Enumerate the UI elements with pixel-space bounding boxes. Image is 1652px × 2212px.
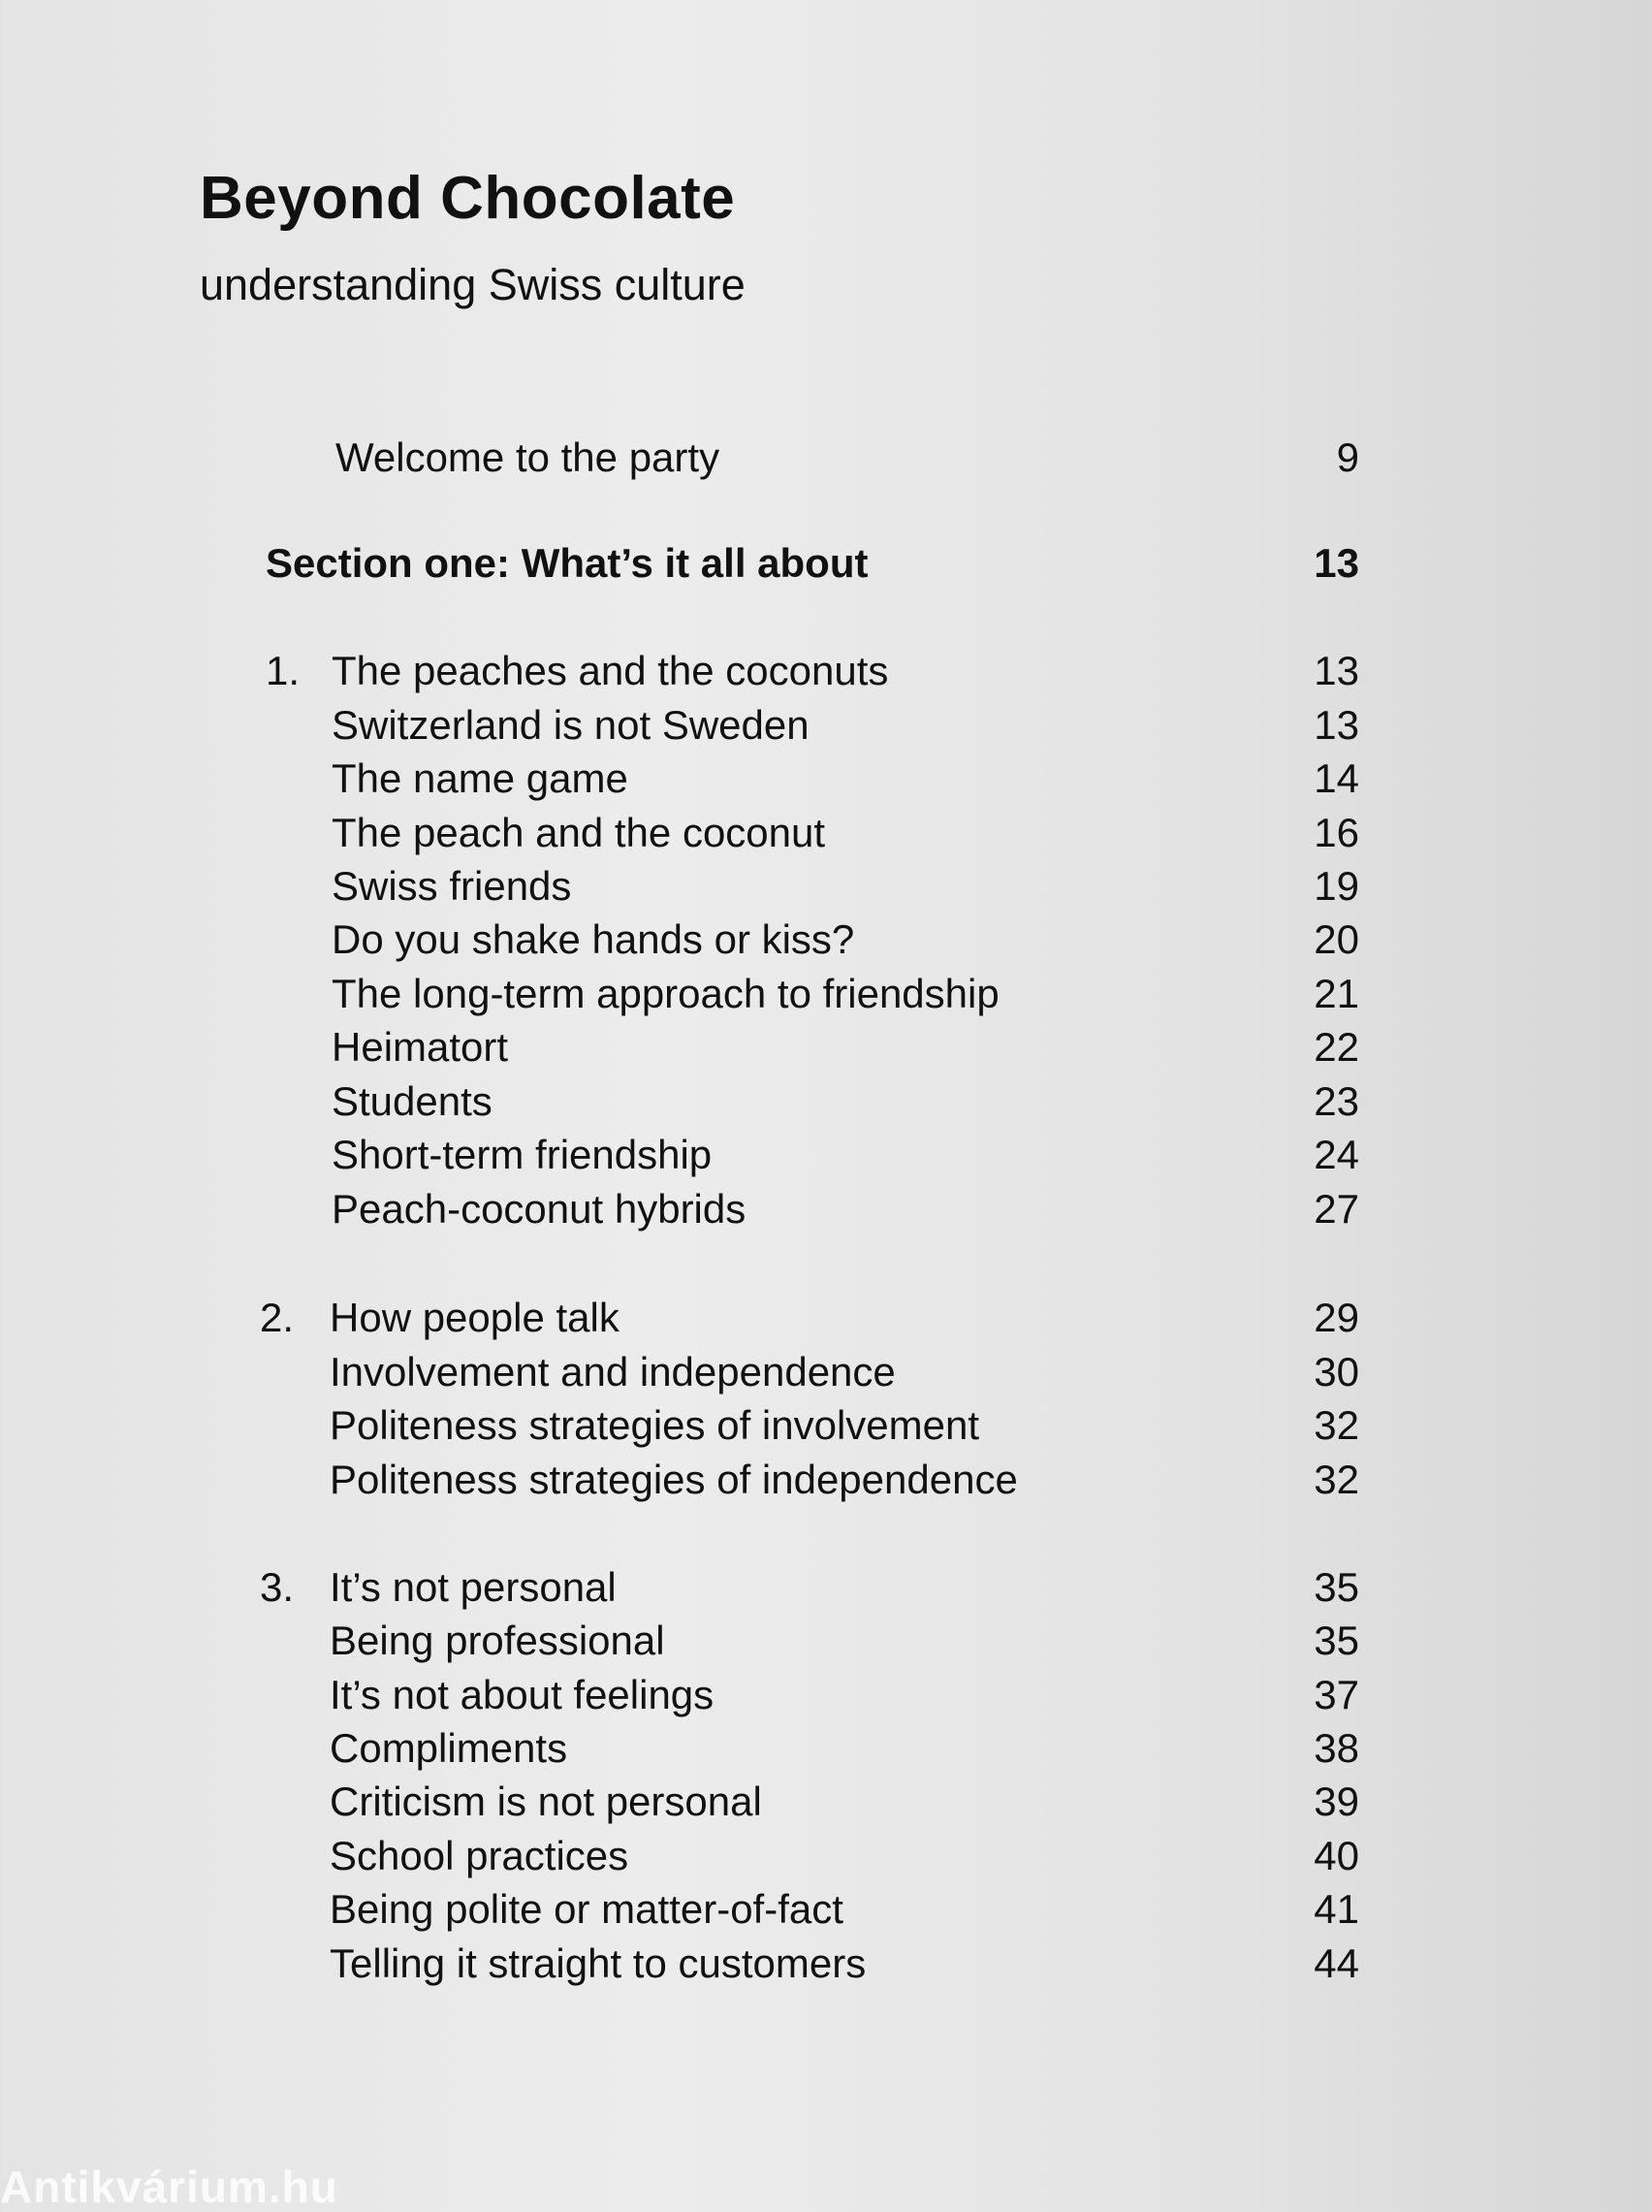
toc-entry: [330, 1345, 1359, 1399]
section-page: 13: [1314, 540, 1359, 586]
toc-entry: [330, 1398, 1359, 1453]
toc-entry-title: The peach and the coconut: [332, 810, 826, 855]
toc-entry-title: Being polite or matter-of-fact: [330, 1886, 843, 1932]
toc-entry-page: 30: [1314, 1349, 1359, 1395]
toc-entry-title: Peach-coconut hybrids: [332, 1186, 747, 1232]
toc-entry: [332, 1074, 1359, 1129]
toc-entry: [332, 967, 1359, 1021]
toc-entry-title: Students: [332, 1078, 492, 1124]
toc-entry-title: Politeness strategies of involvement: [330, 1402, 980, 1448]
toc-chapter-2: [330, 1291, 1359, 1345]
book-subtitle: understanding Swiss culture: [200, 260, 746, 309]
toc-entry-title: Criticism is not personal: [330, 1779, 762, 1824]
toc-entry-title: Telling it straight to customers: [330, 1940, 867, 1986]
toc-entry-page: 20: [1314, 916, 1359, 962]
toc-entry-title: It’s not about feelings: [330, 1672, 715, 1717]
toc-entry-title: Compliments: [330, 1725, 568, 1771]
toc-chapter-1: [332, 644, 1359, 698]
toc-entry: [330, 1937, 1359, 1991]
toc-chapter-3: [330, 1560, 1359, 1615]
toc-entry-title: Swiss friends: [332, 863, 572, 909]
toc-entry-page: 9: [1336, 434, 1359, 480]
toc-entry-title: Welcome to the party: [335, 434, 720, 480]
toc-entry-page: 41: [1314, 1886, 1359, 1932]
toc-entry-page: 32: [1314, 1457, 1359, 1502]
toc-entry: [332, 859, 1359, 914]
toc-entry-page: 44: [1314, 1940, 1359, 1986]
toc-entry-page: 16: [1314, 810, 1359, 855]
toc-entry-intro: [335, 431, 1359, 485]
toc-entry: [330, 1453, 1359, 1507]
toc-entry-page: 14: [1314, 755, 1359, 801]
toc-entry-title: The long-term approach to friendship: [332, 971, 1000, 1016]
chapter-number: 2.: [260, 1295, 295, 1340]
toc-entry: [332, 1020, 1359, 1074]
toc-entry-page: 19: [1314, 863, 1359, 909]
toc-entry-page: 13: [1314, 702, 1359, 748]
toc-entry-title: Heimatort: [332, 1024, 509, 1070]
toc-entry-title: Do you shake hands or kiss?: [332, 916, 855, 962]
toc-entry: [332, 752, 1359, 806]
toc-entry: [330, 1668, 1359, 1722]
toc-entry: [332, 806, 1359, 860]
toc-entry-page: 32: [1314, 1402, 1359, 1448]
chapter-page: 29: [1314, 1295, 1359, 1340]
chapter-title: How people talk: [330, 1295, 620, 1340]
toc-entry-title: Involvement and independence: [330, 1349, 896, 1395]
toc-entry: [330, 1721, 1359, 1776]
section-title: Section one: What’s it all about: [266, 540, 869, 586]
toc-entry-title: Politeness strategies of independence: [330, 1457, 1018, 1502]
toc-entry: [332, 1128, 1359, 1182]
chapter-number: 3.: [260, 1564, 295, 1610]
toc-entry-title: Switzerland is not Sweden: [332, 702, 810, 748]
toc-section-heading: [266, 536, 1359, 591]
chapter-number: 1.: [266, 648, 301, 693]
toc-entry-page: 21: [1314, 971, 1359, 1016]
toc-entry-page: 35: [1314, 1618, 1359, 1663]
toc-entry: [330, 1829, 1359, 1883]
toc-entry: [332, 698, 1359, 753]
toc-entry: [332, 1182, 1359, 1236]
toc-entry-page: 22: [1314, 1024, 1359, 1070]
toc-entry-title: The name game: [332, 755, 628, 801]
book-title: Beyond Chocolate: [200, 165, 736, 232]
toc-entry-page: 24: [1314, 1132, 1359, 1177]
toc-entry: [330, 1775, 1359, 1829]
toc-entry-page: 39: [1314, 1779, 1359, 1824]
toc-entry: [332, 913, 1359, 967]
chapter-title: The peaches and the coconuts: [332, 648, 889, 693]
toc-entry-title: Being professional: [330, 1618, 665, 1663]
chapter-page: 13: [1314, 648, 1359, 693]
chapter-title: It’s not personal: [330, 1564, 617, 1610]
chapter-page: 35: [1314, 1564, 1359, 1610]
watermark-text: Antikvárium.hu: [0, 2162, 338, 2212]
toc-entry-page: 23: [1314, 1078, 1359, 1124]
toc-entry-page: 27: [1314, 1186, 1359, 1232]
toc-entry-title: School practices: [330, 1833, 629, 1878]
toc-entry-page: 38: [1314, 1725, 1359, 1771]
toc-entry: [330, 1614, 1359, 1668]
toc-entry-page: 40: [1314, 1833, 1359, 1878]
toc-entry-page: 37: [1314, 1672, 1359, 1717]
toc-entry: [330, 1882, 1359, 1937]
toc-entry-title: Short-term friendship: [332, 1132, 713, 1177]
